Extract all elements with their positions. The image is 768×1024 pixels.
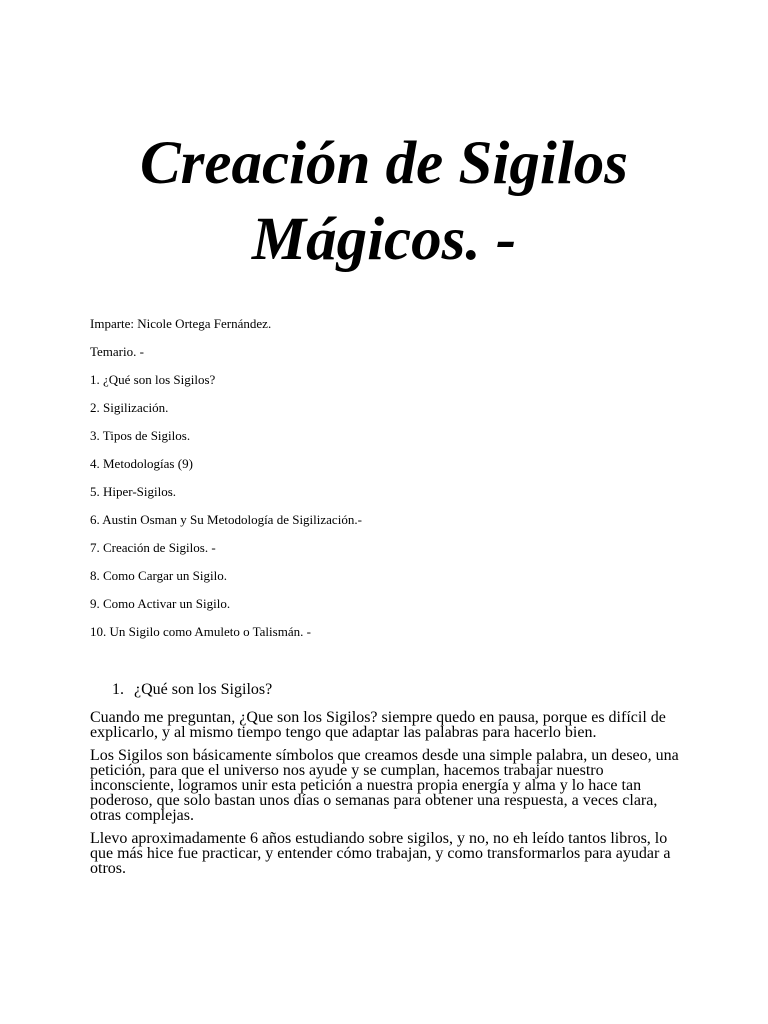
- body-paragraph: Cuando me preguntan, ¿Que son los Sigilos? siempre quedo en pausa, porque es difícil de explicarlo, y al mismo tiempo tengo que adaptar las palabras para hacerlo bien.: [90, 709, 666, 741]
- course-info: [90, 316, 690, 652]
- syllabus-item: 2. Sigilización.: [90, 400, 169, 415]
- document-title: [0, 126, 768, 278]
- section-number: 1.: [112, 681, 124, 698]
- section-what-are-sigils: [90, 680, 690, 884]
- body-paragraph: Los Sigilos son básicamente símbolos que creamos desde una simple palabra, un deseo, una petición, para que el universo nos ayude y se cumplan, hacemos trabajar nuestro inconsciente, logramos unir esta petición a nuestra propia energía y alma y lo hace tan poderoso, que solo bastan unos días o semanas para obtener una respuesta, a veces clara, otras complejas.: [90, 747, 679, 824]
- syllabus-item: 10. Un Sigilo como Amuleto o Talismán. -: [90, 624, 311, 639]
- title-line-1: Creación de Sigilos: [139, 130, 629, 197]
- syllabus-list: [90, 372, 690, 640]
- syllabus-item: 4. Metodologías (9): [90, 456, 193, 471]
- syllabus-item: 5. Hiper-Sigilos.: [90, 484, 177, 499]
- syllabus-item: 1. ¿Qué son los Sigilos?: [90, 372, 216, 387]
- syllabus-label: Temario. -: [90, 344, 144, 359]
- syllabus-item: 3. Tipos de Sigilos.: [90, 428, 191, 443]
- syllabus-item: 9. Como Activar un Sigilo.: [90, 596, 231, 611]
- title-line-2: Mágicos. -: [251, 206, 517, 273]
- syllabus-item: 7. Creación de Sigilos. -: [90, 540, 216, 555]
- syllabus-item: 6. Austin Osman y Su Metodología de Sigilización.-: [90, 512, 362, 527]
- instructor-line: Imparte: Nicole Ortega Fernández.: [90, 316, 272, 331]
- section-title: ¿Qué son los Sigilos?: [134, 681, 273, 698]
- syllabus-item: 8. Como Cargar un Sigilo.: [90, 568, 227, 583]
- body-paragraph: Llevo aproximadamente 6 años estudiando sobre sigilos, y no, no eh leído tantos libros, lo que más hice fue practicar, y entender cómo trabajan, y como transformarlos para ayudar a otros.: [90, 830, 671, 877]
- section-heading: [112, 680, 690, 700]
